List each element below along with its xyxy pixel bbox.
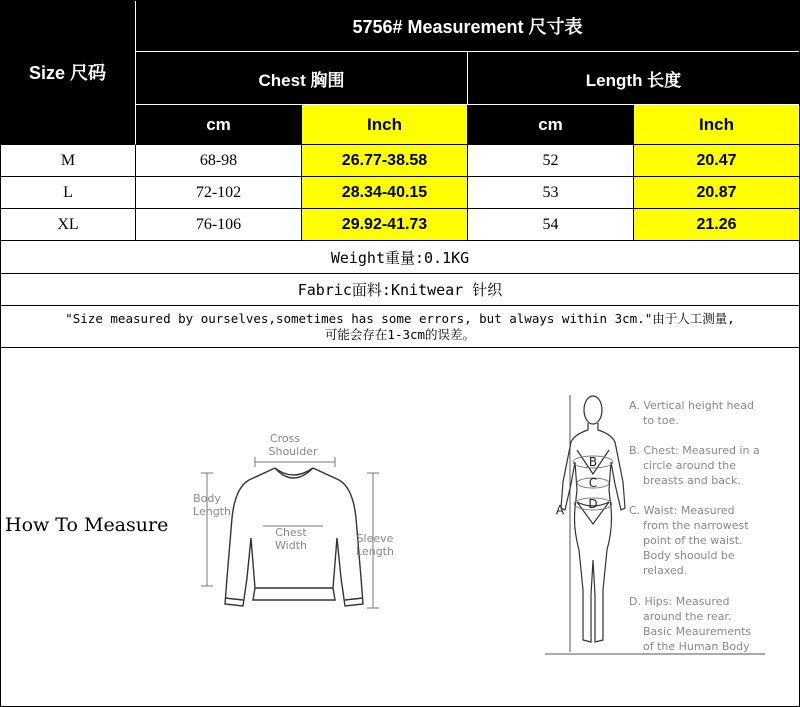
length-inch-cell [634,177,800,209]
unit-label: cm [538,114,563,134]
instruction-b: B. Chest: Measured in a [629,444,760,457]
length-cm-value: 54 [542,215,559,233]
length-group-header [468,52,800,105]
length-inch-value: 20.87 [696,183,737,201]
instruction-d: around the rear. [643,610,732,623]
fabric-label: Fabric面料:Knitwear 针织 [297,281,503,299]
instruction-d: Basic Meaurements [643,625,752,638]
chest-inch-value: 26.77-38.58 [341,151,428,169]
how-to-measure-label [5,514,168,536]
unit-label: cm [206,114,231,134]
instruction-b: circle around the [643,459,736,472]
point-label-c: C [588,476,598,490]
measurement-note [0,306,800,348]
body-diagram [545,390,770,658]
chest-inch-value: 29.92-41.73 [341,215,428,233]
chest-cm-cell [136,209,302,241]
cross-shoulder-label: Cross [269,432,301,445]
table-row [0,209,800,241]
length-cm-cell [468,209,634,241]
point-label-a: A [555,503,565,517]
chest-cm-value: 72-102 [195,183,242,201]
instruction-c: from the narrowest [643,519,749,532]
table-title-label: 5756# Measurement 尺寸表 [352,16,583,37]
chest-cm-header [136,105,302,145]
size-cell [0,177,136,209]
chest-inch-value: 28.34-40.15 [341,183,428,201]
unit-label: Inch [699,114,734,134]
chest-width-label: Width [275,539,307,552]
instruction-c: C. Waist: Measured [629,504,735,517]
instruction-c: point of the waist. [643,534,743,547]
point-label-b: B [588,455,598,469]
length-inch-header [634,105,800,145]
chest-cm-cell [136,177,302,209]
chest-group-header [136,52,468,105]
unit-label: Inch [367,114,402,134]
note-line-1: "Size measured by ourselves,sometimes has some errors, but always within 3cm."由于人工测量, [65,310,735,326]
point-label-d: D [588,497,598,511]
length-cm-header [468,105,634,145]
size-value: L [63,183,73,201]
chest-width-label: Chest [275,526,307,539]
cross-shoulder-label: Shoulder [268,445,318,458]
chest-cm-value: 76-106 [195,215,242,233]
instruction-a: to toe. [643,414,679,427]
length-inch-value: 21.26 [696,215,737,233]
fabric-row [0,274,800,306]
table-title [136,0,800,52]
length-group-label: Length 长度 [585,70,682,90]
length-inch-cell [634,209,800,241]
size-header [0,0,136,145]
size-cell [0,209,136,241]
length-cm-cell [468,145,634,177]
how-to-measure-text: How To Measure [5,514,169,536]
weight-row [0,241,800,274]
garment-diagram [185,428,405,613]
chest-cm-cell [136,145,302,177]
size-cell [0,145,136,177]
length-cm-cell [468,177,634,209]
instruction-c: Body shoould be [643,549,735,562]
instruction-d: of the Human Body [643,640,750,653]
chest-inch-header [302,105,468,145]
weight-label: Weight重量:0.1KG [330,248,470,267]
chest-inch-cell [302,177,468,209]
note-line-2: 可能会存在1-3cm的误差。 [324,326,476,342]
sleeve-length-label: Sleeve [356,532,394,545]
length-cm-value: 52 [542,151,559,169]
length-inch-value: 20.47 [696,151,737,169]
table-row [0,177,800,209]
instruction-b: breasts and back. [643,474,741,487]
instruction-c: relaxed. [643,564,688,577]
chest-inch-cell [302,209,468,241]
chest-cm-value: 68-98 [199,151,238,169]
body-length-label: Body [193,492,221,505]
table-row [0,145,800,177]
size-value: M [60,151,76,169]
size-value: XL [57,215,79,233]
body-length-label: Length [193,505,231,518]
chest-group-label: Chest 胸围 [258,70,345,90]
instruction-d: D. Hips: Measured [629,595,730,608]
sleeve-length-label: Length [356,545,394,558]
instruction-a: A. Vertical height head [629,399,755,412]
size-header-label: Size 尺码 [28,63,107,83]
length-cm-value: 53 [542,183,559,201]
chest-inch-cell [302,145,468,177]
human-figure [561,396,625,642]
length-inch-cell [634,145,800,177]
